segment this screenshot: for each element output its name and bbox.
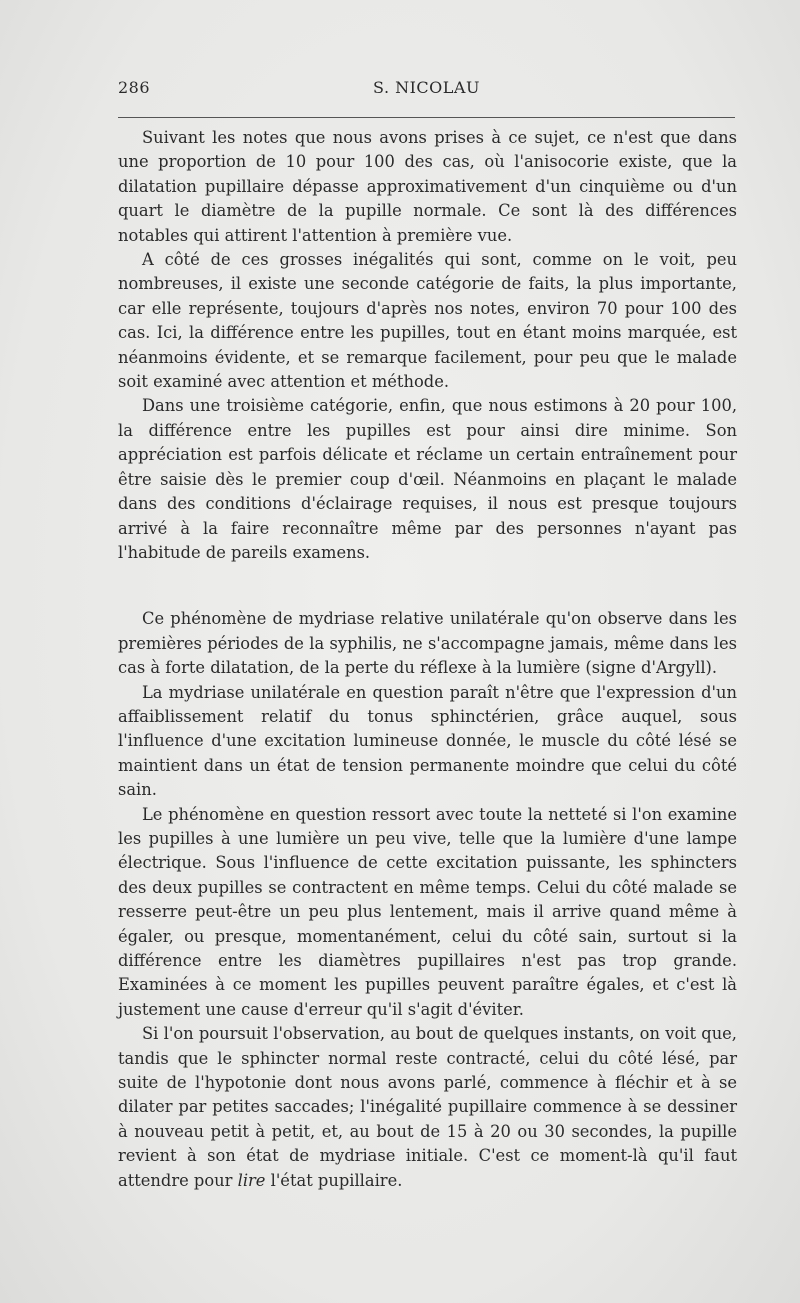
paragraph-text: Si l'on poursuit l'observation, au bout de quelques instants, on voit que, tandis que le sphincter normal reste contracté, celui du côté lésé, par suite de l'hypotonie dont nous avons parlé, commence à fléchir et à se dilater par petites saccades; l'inégalité pupillaire commence à se dessiner à nouveau petit à petit, et, au bout de 15 à 20 ou 30 secondes, la pupille revient à son état de mydriase initiale. C'est ce moment-là qu'il faut attendre pour [118,1024,737,1190]
running-title: S. NICOLAU [373,78,480,97]
page-header [118,78,735,102]
paragraph: Dans une troisième catégorie, enfin, que nous estimons à 20 pour 100, la différence entre les pupilles est pour ainsi dire minime. Son appréciation est parfois délicate et réclame un certain entraînement pour être saisie dès le premier coup d'œil. Néanmoins en plaçant le malade dans des conditions d'éclairage requises, il nous est presque toujours arrivé à la faire reconnaître même par des personnes n'ayant pas l'habitude de pareils examens. [118,396,737,562]
body-text [118,126,737,1193]
page-number: 286 [118,78,151,97]
italic-word: lire [237,1170,266,1190]
paragraph: A côté de ces grosses inégalités qui sont, comme on le voit, peu nombreuses, il existe une seconde catégorie de faits, la plus importante, car elle représente, toujours d'après nos notes, environ 70 pour 100 des cas. Ici, la différence entre les pupilles, tout en étant moins marquée, est néanmoins évidente, et se remarque facilement, pour peu que le malade soit examiné avec attention et méthode. [118,250,737,392]
paragraph: Le phénomène en question ressort avec toute la netteté si l'on examine les pupilles à une lumière un peu vive, telle que la lumière d'une lampe électrique. Sous l'influence de cette excitation puissante, les sphincters des deux pupilles se contractent en même temps. Celui du côté malade se resserre peut-être un peu plus lentement, mais il arrive quand même à égaler, ou presque, momentanément, celui du côté sain, surtout si la différence entre les diamètres pupillaires n'est pas trop grande. Examinées à ce moment les pupilles peuvent paraître égales, et c'est là justement une cause d'erreur qu'il s'agit d'éviter. [118,804,737,1019]
paragraph-last [118,1022,737,1193]
paragraph: La mydriase unilatérale en question paraît n'être que l'expression d'un affaiblissement relatif du tonus sphinctérien, grâce auquel, sous l'influence d'une excitation lumineuse donnée, le muscle du côté lésé se maintient dans un état de tension permanente moindre que celui du côté sain. [118,682,737,800]
paragraph: Ce phénomène de mydriase relative unilatérale qu'on observe dans les premières périodes de la syphilis, ne s'accompagne jamais, même dans les cas à forte dilatation, de la perte du réflexe à la lumière (signe d'Argyll). [118,609,737,678]
paragraph: Suivant les notes que nous avons prises à ce sujet, ce n'est que dans une proportion de 10 pour 100 des cas, où l'anisocorie existe, que la dilatation pupillaire dépasse approximativement d'un cinquième ou d'un quart le diamètre de la pupille normale. Ce sont là des différences notables qui attirent l'attention à première vue. [118,128,737,245]
paragraph-text-end: l'état pupillaire. [265,1170,403,1190]
header-rule [118,117,735,118]
